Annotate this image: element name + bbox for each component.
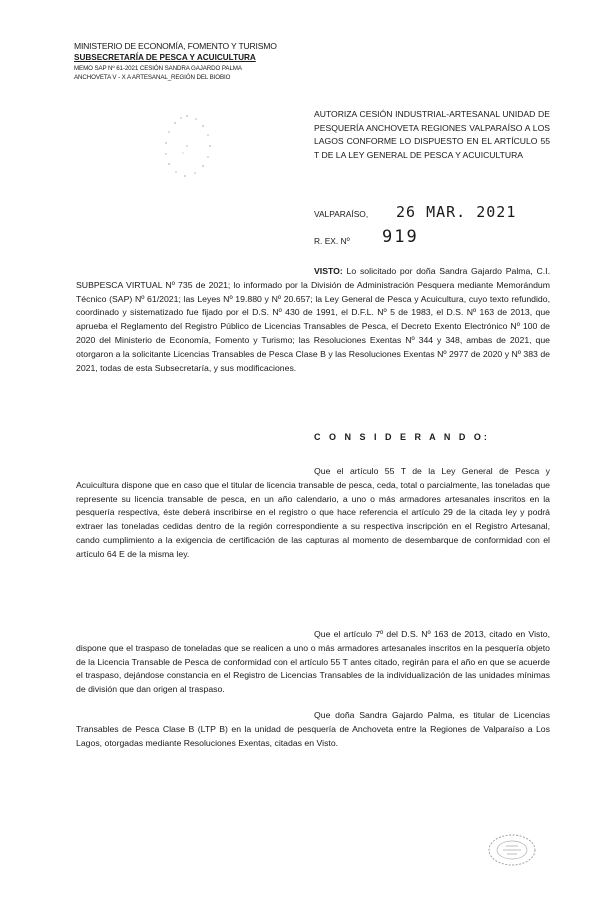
date-line (314, 203, 564, 223)
subsecretaria-name: SUBSECRETARÍA DE PESCA Y ACUICULTURA (74, 53, 256, 62)
memo-reference: MEMO SAP Nº 61-2021 CESIÓN SANDRA GAJARDO PALMA (74, 65, 242, 72)
considerando-paragraph: Que el artículo 55 T de la Ley General de Pesca y Acuicultura dispone que en caso que el titular de licencia transable de pesca, ceda, total o parcialmente, las toneladas que represente su licencia transable de pesca, en un año calendario, a uno o más armadores artesanales inscritos en la pesquería respectiva, éste deberá inscribirse en el registro o que hace referencia el artículo 29 de la citada ley y podrá extraer las toneladas cedidas dentro de la región correspondiente a su respectiva inscripción en el Registro Artesanal, cando cumplimiento a la exigencia de certificación de las capturas al momento de desembarque de conformidad con el artículo 64 E de la misma ley. (76, 466, 550, 559)
rex-label: R. EX. Nº (314, 236, 350, 246)
faded-seal-icon (163, 113, 213, 179)
round-stamp-icon (486, 832, 538, 868)
considerando-heading: C O N S I D E R A N D O: (314, 432, 490, 442)
date-stamp: 26 MAR. 2021 (396, 203, 517, 221)
resolution-subject: AUTORIZA CESIÓN INDUSTRIAL-ARTESANAL UNIDAD DE PESQUERÍA ANCHOVETA REGIONES VALPARAÍSO A LOS LAGOS CONFORME LO DISPUESTO EN EL ARTÍCULO 55 T DE LA LEY GENERAL DE PESCA Y ACUICULTURA (314, 109, 550, 160)
visto-label: VISTO: (314, 266, 343, 276)
visto-text: Lo solicitado por doña Sandra Gajardo Palma, C.I. SUBPESCA VIRTUAL Nº 735 de 2021; lo informado por la División de Administración Pesquera mediante Memorándum Técnico (SAP) Nº 61/2021; las Leyes Nº 19.880 y Nº 20.657; la Ley General de Pesca y Acuicultura, cuyo texto refundido, coordinado y sistematizado fue fijado por el D.S. Nº 430 de 1991, el D.F.L. Nº 5 de 1983, el D.S. Nº 163 de 2013, que aprueba el Reglamento del Registro Público de Licencias Transables de Pesca, el Decreto Exento Electrónico Nº 100 de 2020 del Ministerio de Economía, Fomento y Turismo; las Resoluciones Exentas Nº 344 y 348, ambas de 2021, que otorgaron a la solicitante Licencias Transables de Pesca Clase B y las Resoluciones Exentas Nº 2977 de 2020 y Nº 383 de 2021, todas de esta Subsecretaría, y sus modificaciones. (76, 266, 550, 373)
ministry-name: MINISTERIO DE ECONOMÍA, FOMENTO Y TURISMO (74, 41, 277, 51)
region-reference: ANCHOVETA V - X A ARTESANAL_REGIÓN DEL BIOBIO (74, 74, 231, 81)
considerando-paragraph: Que el artículo 7º del D.S. Nº 163 de 2013, citado en Visto, dispone que el traspaso de toneladas que se realicen a uno o más armadores artesanales inscritos en la pesquería objeto de la Licencia Transable de Pesca de conformidad con el artículo 55 T antes citado, regirán para el año en que se acuerde el traspaso, dejándose constancia en el Registro de Licencias Transables de la individualización de las unidades mínimas de división que dan origen al traspaso. (76, 629, 550, 695)
rex-number: 919 (382, 227, 419, 247)
visto-paragraph (76, 265, 550, 375)
date-label: VALPARAÍSO, (314, 209, 369, 219)
letterhead (74, 40, 294, 82)
resolution-number-line (314, 227, 564, 249)
considerando-paragraph: Que doña Sandra Gajardo Palma, es titular de Licencias Transables de Pesca Clase B (LTP B) en la unidad de pesquería de Anchoveta entre la Regiones de Valparaíso a Los Lagos, otorgadas mediante Resoluciones Exentas, citadas en Visto. (76, 710, 550, 748)
